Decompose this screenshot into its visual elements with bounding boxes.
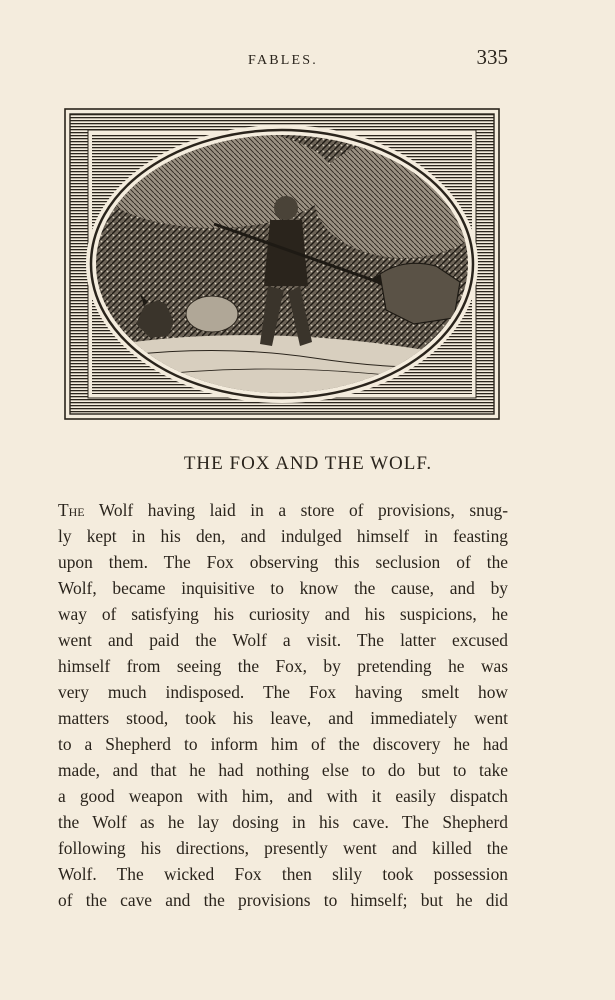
text-line: the Wolf as he lay dosing in his cave. The Shepherd: [58, 812, 508, 832]
text-line: [58, 497, 508, 523]
running-head: [58, 45, 508, 75]
text-line: Wolf. The wicked Fox then slily took possession: [58, 864, 508, 884]
text-line: matters stood, took his leave, and immediately went: [58, 708, 508, 728]
running-title: FABLES.: [248, 53, 318, 68]
text-line: very much indisposed. The Fox having smelt how: [58, 682, 508, 702]
woodcut-illustration: [64, 108, 500, 420]
text-line: way of satisfying his curiosity and his suspicions, he: [58, 604, 508, 624]
text-line-content: Wolf having laid in a store of provisions, snug-: [84, 500, 508, 520]
text-line: went and paid the Wolf a visit. The latter excused: [58, 630, 508, 650]
text-line: Wolf, became inquisitive to know the cause, and by: [58, 578, 508, 598]
text-line: ly kept in his den, and indulged himself in feasting: [58, 526, 508, 546]
text-line: of the cave and the provisions to himself; but he did: [58, 890, 508, 910]
text-line: a good weapon with him, and with it easily dispatch: [58, 786, 508, 806]
fable-body: [58, 497, 508, 913]
text-line: made, and that he had nothing else to do but to take: [58, 760, 508, 780]
fable-title: THE FOX AND THE WOLF.: [183, 453, 433, 474]
text-line: upon them. The Fox observing this seclusion of the: [58, 552, 508, 572]
text-line: himself from seeing the Fox, by pretending he was: [58, 656, 508, 676]
dropcap-word: The: [58, 500, 85, 520]
text-line: following his directions, presently went and killed the: [58, 838, 508, 858]
woodcut-image: [64, 108, 500, 420]
text-line: to a Shepherd to inform him of the discovery he had: [58, 734, 508, 754]
page-number: 335: [476, 45, 508, 69]
